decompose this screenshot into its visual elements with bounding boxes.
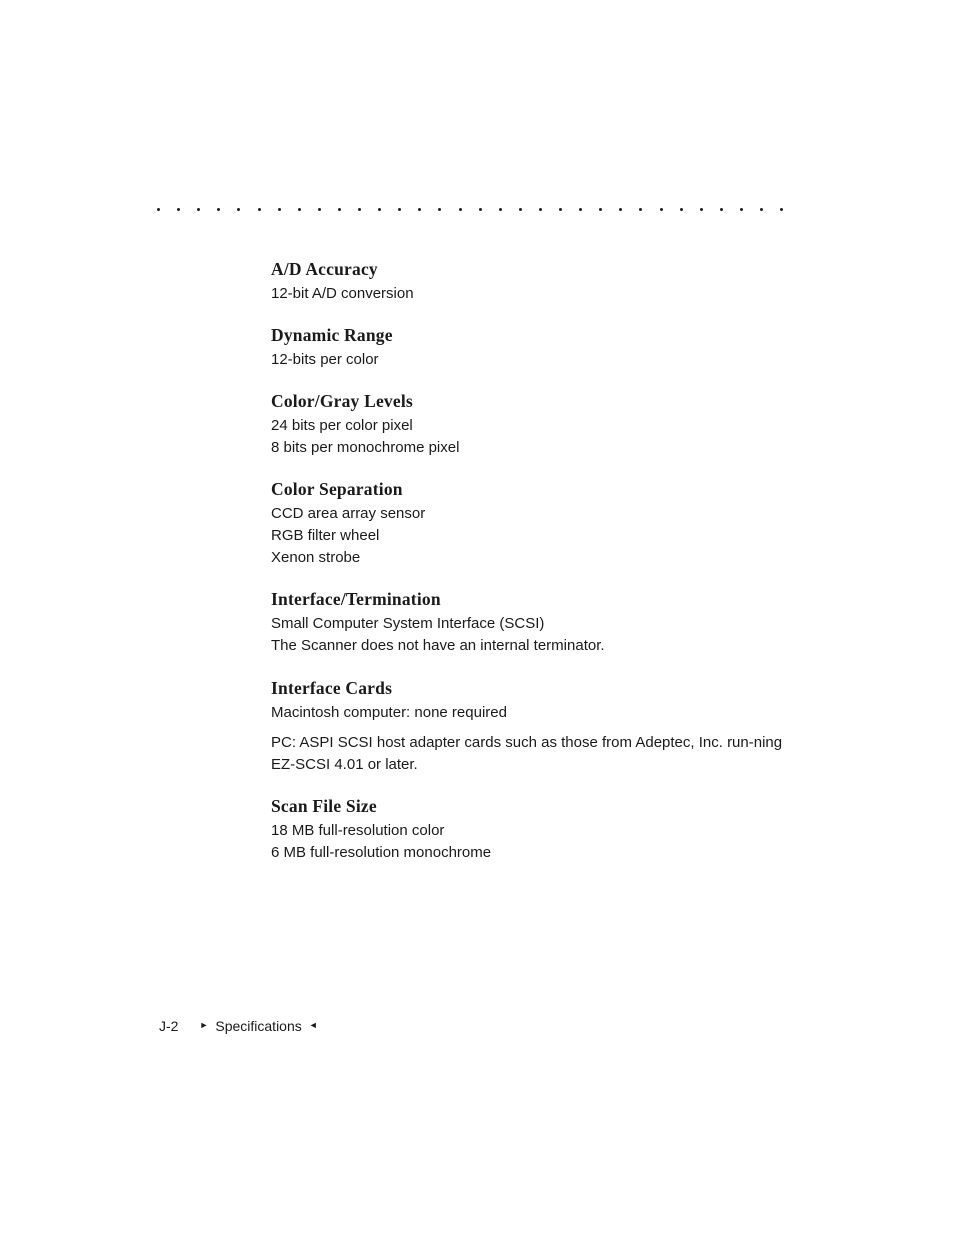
rule-dot	[318, 208, 321, 211]
spec-paragraph: PC: ASPI SCSI host adapter cards such as those from Adeptec, Inc. run-ning EZ-SCSI 4.01 or later.	[271, 734, 783, 773]
rule-dot	[258, 208, 261, 211]
spec-line: RGB filter wheel	[271, 527, 380, 544]
dotted-rule	[150, 202, 800, 222]
rule-dot	[539, 208, 542, 211]
rule-dot	[579, 208, 582, 211]
spec-line: 12-bits per color	[271, 351, 379, 368]
spec-section	[271, 390, 791, 459]
rule-dot	[459, 208, 462, 211]
rule-dot	[639, 208, 642, 211]
spec-line: Macintosh computer: none required	[271, 704, 507, 721]
rule-dot	[278, 208, 281, 211]
rule-dot	[499, 208, 502, 211]
spec-section	[271, 258, 791, 305]
rule-dot	[760, 208, 763, 211]
spec-line: 24 bits per color pixel	[271, 417, 413, 434]
spec-line: The Scanner does not have an internal terminator.	[271, 637, 605, 654]
section-heading: Interface/Termination	[271, 589, 441, 609]
spec-section	[271, 588, 791, 657]
rule-dot	[157, 208, 160, 211]
footer-title: Specifications	[215, 1018, 302, 1034]
spec-line: Small Computer System Interface (SCSI)	[271, 615, 545, 632]
rule-dot	[740, 208, 743, 211]
rule-dot	[378, 208, 381, 211]
section-heading: A/D Accuracy	[271, 259, 378, 279]
section-heading: Interface Cards	[271, 678, 393, 698]
spec-line: 12-bit A/D conversion	[271, 285, 414, 302]
rule-dot	[720, 208, 723, 211]
spec-line: 18 MB full-resolution color	[271, 822, 445, 839]
rule-dot	[338, 208, 341, 211]
rule-dot	[780, 208, 783, 211]
right-triangle-icon: ►	[199, 1020, 209, 1030]
page-footer	[159, 1016, 325, 1036]
spec-line: Xenon strobe	[271, 549, 361, 566]
rule-dot	[298, 208, 301, 211]
rule-dot	[519, 208, 522, 211]
section-heading: Color/Gray Levels	[271, 391, 413, 411]
rule-dot	[700, 208, 703, 211]
spec-content	[271, 258, 791, 864]
rule-dot	[217, 208, 220, 211]
rule-dot	[418, 208, 421, 211]
section-heading: Color Separation	[271, 479, 403, 499]
rule-dot	[660, 208, 663, 211]
rule-dot	[559, 208, 562, 211]
section-heading: Dynamic Range	[271, 325, 393, 345]
rule-dot	[177, 208, 180, 211]
rule-dot	[680, 208, 683, 211]
rule-dot	[438, 208, 441, 211]
rule-dot	[599, 208, 602, 211]
spec-section	[271, 478, 791, 569]
page-number: J-2	[159, 1018, 179, 1034]
rule-dot	[358, 208, 361, 211]
rule-dot	[398, 208, 401, 211]
spec-line: CCD area array sensor	[271, 505, 426, 522]
rule-dot	[479, 208, 482, 211]
spec-section	[271, 795, 791, 864]
rule-dot	[197, 208, 200, 211]
section-heading: Scan File Size	[271, 796, 377, 816]
rule-dot	[237, 208, 240, 211]
left-triangle-icon: ◄	[308, 1020, 318, 1030]
spec-section	[271, 324, 791, 371]
spec-section	[271, 677, 791, 776]
spec-line: 8 bits per monochrome pixel	[271, 439, 460, 456]
spec-line: 6 MB full-resolution monochrome	[271, 844, 492, 861]
rule-dot	[619, 208, 622, 211]
